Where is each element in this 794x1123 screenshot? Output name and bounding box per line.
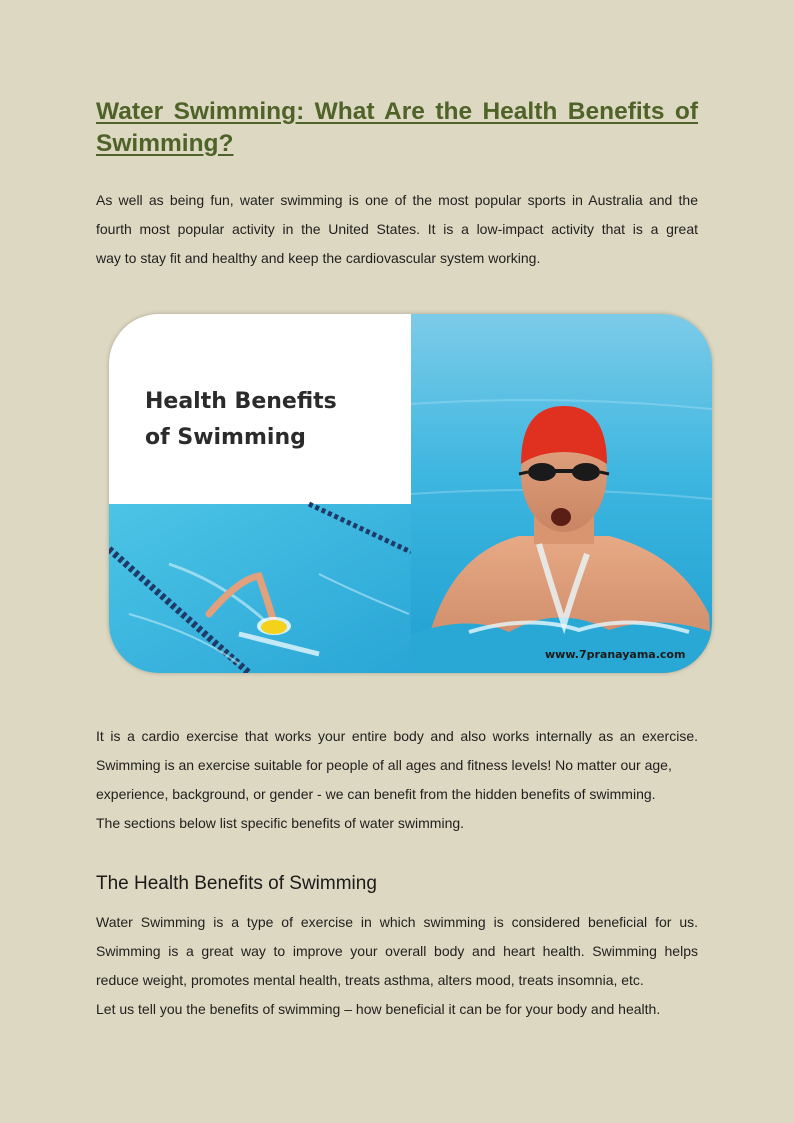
intro-paragraph [96,186,698,273]
goggle-right [572,463,600,481]
section-line: Swimming is a great way to improve your overall body and heart health. Swimming helps [96,943,698,959]
section-line: Let us tell you the benefits of swimming – how beneficial it can be for your body and health. [96,1001,661,1017]
swimming-illustration [109,314,712,673]
section-line: Water Swimming is a type of exercise in which swimming is considered beneficial for us. [96,914,698,930]
section-paragraph [96,908,698,1024]
swimmer-mouth [551,508,571,526]
figure-heading-line2: of Swimming [145,425,306,450]
body-line: Swimming is an exercise suitable for people of all ages and fitness levels! No matter our age, [96,757,672,773]
figure-watermark: www.7pranayama.com [545,648,686,661]
intro-line: As well as being fun, water swimming is one of the most popular sports in Australia and the [96,192,698,208]
figure-heading-line1: Health Benefits [145,389,337,414]
section-heading: The Health Benefits of Swimming [96,873,377,894]
goggle-left [528,463,556,481]
intro-line: way to stay fit and healthy and keep the cardiovascular system working. [96,250,541,266]
body-line: The sections below list specific benefits of water swimming. [96,815,465,831]
article-title: Water Swimming: What Are the Health Benefits of Swimming? [96,98,698,157]
intro-line: fourth most popular activity in the United States. It is a low-impact activity that is a great [96,221,698,237]
body-line: experience, background, or gender - we can benefit from the hidden benefits of swimming. [96,786,656,802]
body-paragraph [96,722,698,838]
body-line: It is a cardio exercise that works your entire body and also works internally as an exercise. [96,728,698,744]
section-line: reduce weight, promotes mental health, treats asthma, alters mood, treats insomnia, etc. [96,972,644,988]
small-swimmer-cap [261,620,287,634]
